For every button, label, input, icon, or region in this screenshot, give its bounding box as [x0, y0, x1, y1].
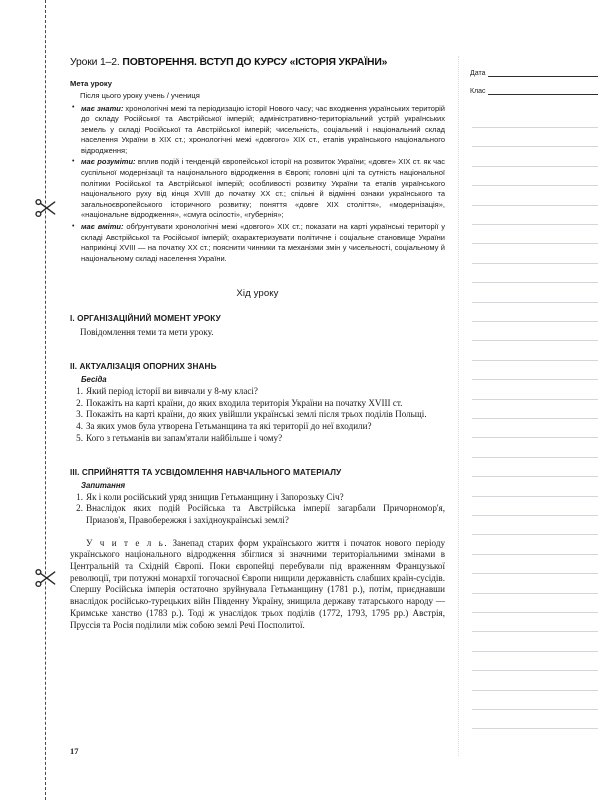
date-field-label: Дата [470, 70, 486, 77]
class-field-rule[interactable] [488, 86, 598, 95]
teacher-text: Занепад старих форм українського життя і початок нового періоду українського національного відродження збіглися зі значними територіальними змінами в Центральній та Східній Європі. Поки європейці перебували під враженням Французької революції, три потужні монархії тогочасної Європи нищили державність слабших країн-сусідів. Спершу Російська імперія остаточно зруйнувала Гетьманщину (1781 р.), потім, приєднавши внаслідок російсько-турецьких війн Південну Україну, знищила державу татарського народу — Кримське ханство (1783 р.). Тоді ж унаслідок трьох поділів (1772, 1793, 1795 рр.) Австрія, Пруссія та Росія поділили між собою землі Речі Посполитої. [70, 537, 446, 630]
lesson-content [70, 56, 445, 631]
list-item: Як і коли російський уряд знищив Гетьманщину і Запорозьку Січ? [86, 491, 344, 502]
list-item: Кого з гетьманів ви запам'ятали найбільше і чому? [86, 432, 283, 443]
list-item [70, 104, 445, 157]
date-field-rule[interactable] [488, 68, 598, 77]
aim-lead: Після цього уроку учень / учениця [80, 91, 200, 100]
lesson-title-prefix: Уроки 1–2. [70, 57, 123, 68]
date-field[interactable] [470, 68, 598, 77]
list-item: Внаслідок яких подій Російська та Австрійська імперії загарбали Причорномор'я, Приазов'я, Правобережжя і західноукраїнські землі? [86, 503, 445, 525]
section-heading-3: III. СПРИЙНЯТТЯ ТА УСВІДОМЛЕННЯ НАВЧАЛЬНОГО МАТЕРІАЛУ [70, 467, 342, 477]
note-rule-line [472, 224, 598, 225]
note-rule-line [472, 476, 598, 477]
aim-label: Мета уроку [70, 79, 112, 88]
note-rule-line [472, 185, 598, 186]
note-rule-line [472, 670, 598, 671]
note-rule-line [472, 302, 598, 303]
aim-marker: має знати: [81, 103, 124, 113]
cut-line [45, 0, 46, 800]
list-item: Покажіть на карті країни, до яких входила територія України на початку XVIII ст. [86, 397, 403, 408]
page-title [70, 56, 445, 70]
list-item: Покажіть на карті країни, до яких увійшли українські землі після трьох поділів Польщі. [86, 409, 427, 420]
notes-margin [466, 0, 600, 800]
note-rule-line [472, 709, 598, 710]
note-rule-line [472, 651, 598, 652]
list-item [70, 222, 445, 264]
note-rule-line [472, 496, 598, 497]
note-rule-line [472, 379, 598, 380]
note-rule-line [472, 263, 598, 264]
note-rule-line [472, 243, 598, 244]
note-rule-line [472, 534, 598, 535]
note-rule-line [472, 166, 598, 167]
scissors-icon [33, 195, 59, 221]
aim-marker: має розуміти: [81, 157, 136, 167]
note-rule-line [472, 418, 598, 419]
note-rule-line [472, 282, 598, 283]
note-rule-line [472, 690, 598, 691]
section-heading-2: II. АКТУАЛІЗАЦІЯ ОПОРНИХ ЗНАНЬ [70, 362, 217, 371]
note-rule-line [472, 205, 598, 206]
note-rule-line [472, 612, 598, 613]
scissors-icon [33, 565, 59, 591]
note-rule-line [472, 321, 598, 322]
lesson-title-main: ПОВТОРЕННЯ. ВСТУП ДО КУРСУ «ІСТОРІЯ УКРАЇНИ» [122, 57, 388, 68]
note-rule-line [472, 399, 598, 400]
class-field-label: Клас [470, 88, 486, 95]
note-rule-line [472, 554, 598, 555]
section-subheading-2: Бесіда [81, 375, 107, 384]
note-rule-line [472, 728, 598, 729]
aim-text: обґрунтувати хронологічні межі «довгого» XIX ст.; показати на карті українські території у складі Австрійської та Російської імперій; охарактеризувати політичне і соціальне становище України наприкінці XVIII — на початку XX ст.; пояснити чинники та механізми змін у чисельності, соціальному й національному складі населення України. [81, 222, 446, 263]
list-item [70, 157, 445, 221]
section-body-1: Повідомлення теми та мети уроку. [80, 327, 214, 338]
note-rule-line [472, 360, 598, 361]
section-subheading-3: Запитання [81, 480, 126, 490]
margin-divider [458, 56, 459, 756]
teacher-paragraph [70, 538, 445, 632]
note-rule-line [472, 593, 598, 594]
aim-marker: має вміти: [81, 222, 124, 232]
class-field[interactable] [470, 86, 598, 95]
course-heading: Хід уроку [236, 288, 279, 300]
note-rule-line [472, 457, 598, 458]
aim-text: хронологічні межі та періодизацію історії Нового часу; час входження українських територій до складу Російської та Австрійської імперій; адміністративно-територіальний устрій українських земель у складі Російської та Австрійської імперій; чисельність, соціальний і національний склад населення України в XIX ст.; хронологічні межі «довгого» XIX ст., етапів українського національного відродження; [81, 103, 445, 155]
page-number: 17 [70, 746, 79, 756]
note-rule-line [472, 515, 598, 516]
note-rule-line [472, 127, 598, 128]
aim-list [70, 104, 445, 265]
note-rule-line [472, 573, 598, 574]
teacher-speaker: У ч и т е л ь. [86, 537, 169, 548]
note-rule-line [472, 146, 598, 147]
note-rule-line [472, 340, 598, 341]
question-list-3 [70, 492, 445, 527]
list-item: Який період історії ви вивчали у 8-му класі? [86, 386, 258, 396]
aim-text: вплив подій і тенденцій європейської історії на розвиток України; «довге» XIX ст. як час суспільної модернізації та національного відродження в Європі; головні цілі та сутність національної політики Російської та Австрійської імперій; особливості розвитку України та етапів українського національного руху від кінця XVIII до початку XX ст.; спільні й відмінні ознаки українського та загальноєвропейського історичного розвитку; поняття «довге XIX століття», «модернізація», «національне відродження», «смуга осілості», «губернія»; [81, 157, 445, 220]
question-list-2 [70, 386, 445, 445]
note-rule-line [472, 437, 598, 438]
note-rule-line [472, 631, 598, 632]
list-item: За яких умов була утворена Гетьманщина та які території до неї входили? [86, 421, 372, 432]
section-heading-1: I. ОРГАНІЗАЦІЙНИЙ МОМЕНТ УРОКУ [70, 314, 221, 324]
